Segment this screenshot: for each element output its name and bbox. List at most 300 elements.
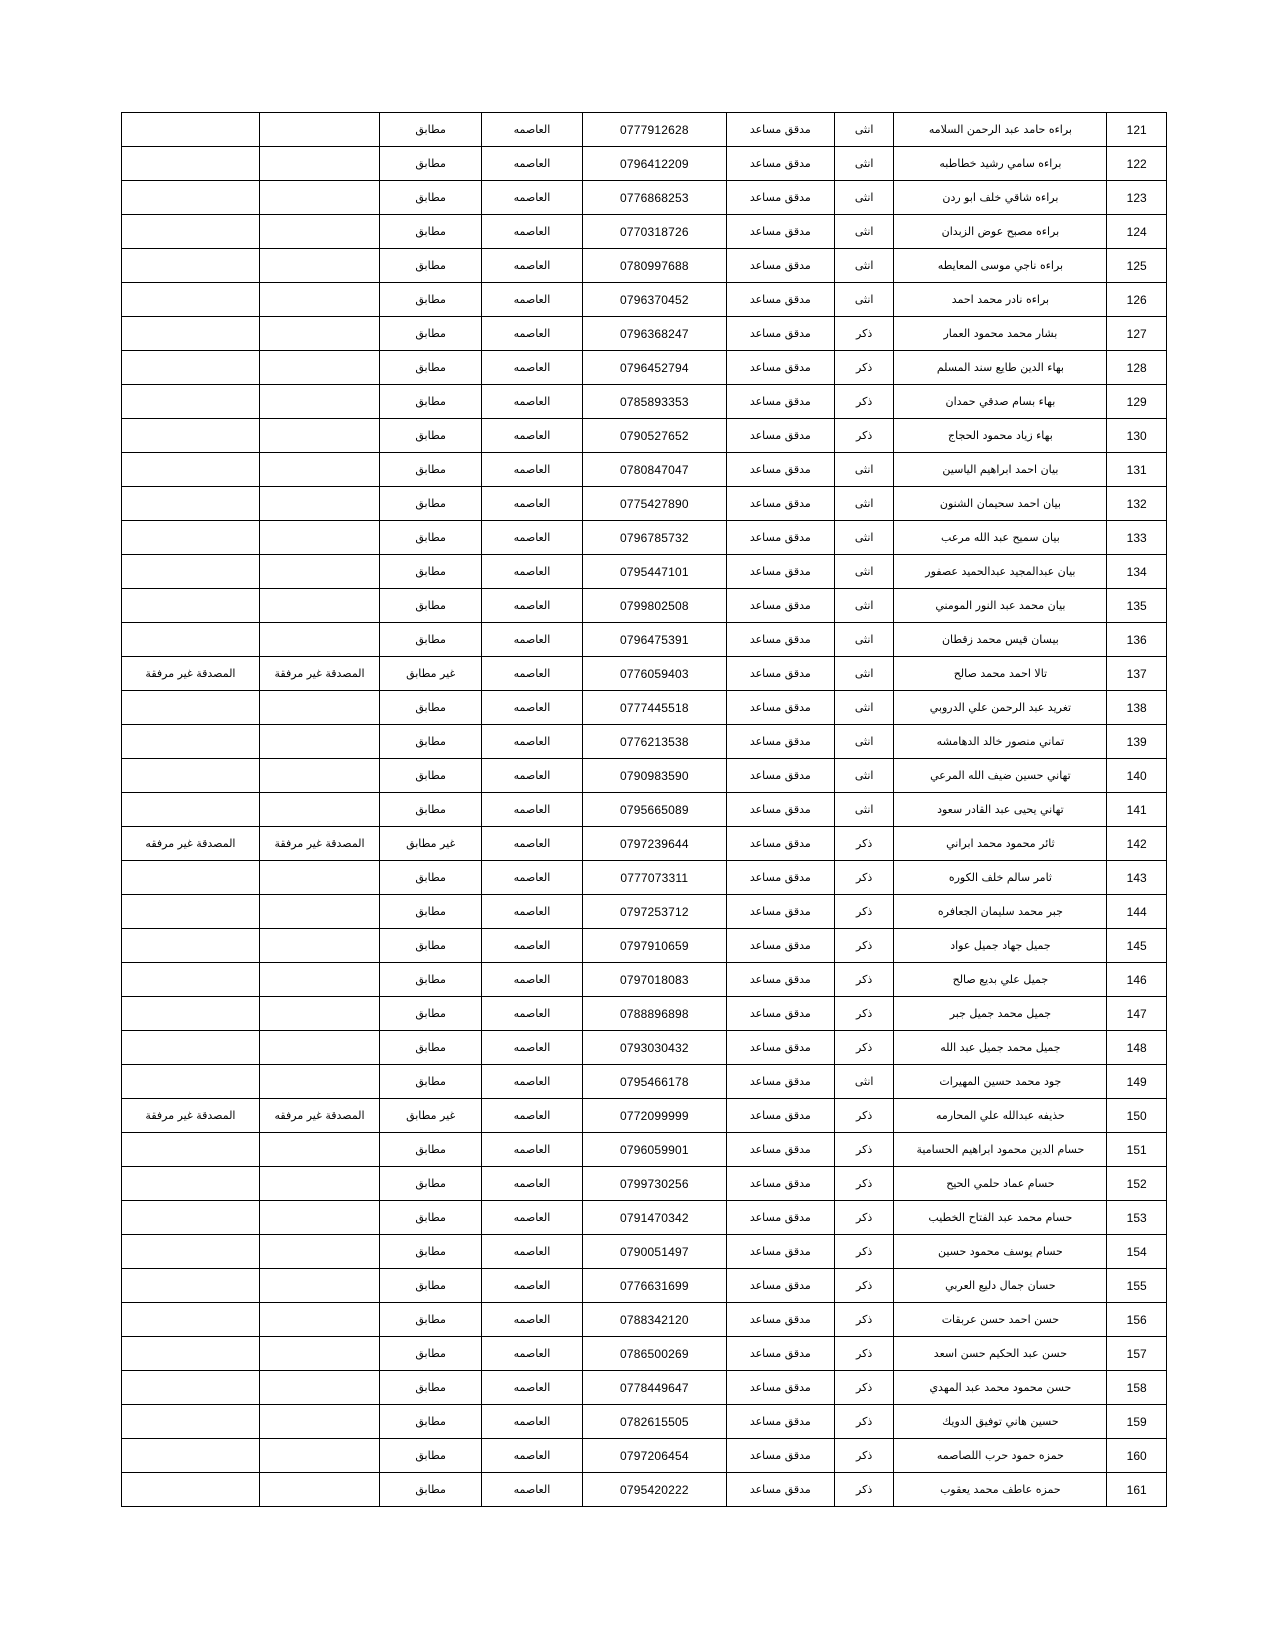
row-number-cell: 121 bbox=[1107, 113, 1167, 147]
region-cell: العاصمه bbox=[482, 1439, 583, 1473]
gender-cell: انثى bbox=[834, 759, 894, 793]
applicant-name-cell: براءه حامد عبد الرحمن السلامه bbox=[894, 113, 1107, 147]
row-number-cell: 144 bbox=[1107, 895, 1167, 929]
table-row bbox=[122, 1439, 1167, 1473]
note-1-cell bbox=[259, 1167, 379, 1201]
gender-cell: ذكر bbox=[834, 827, 894, 861]
phone-number-cell: 0796785732 bbox=[582, 521, 726, 555]
match-status-cell: مطابق bbox=[380, 793, 482, 827]
table-row bbox=[122, 725, 1167, 759]
region-cell: العاصمه bbox=[482, 249, 583, 283]
applicant-name-cell: بهاء زياد محمود الحجاج bbox=[894, 419, 1107, 453]
phone-number-cell: 0795447101 bbox=[582, 555, 726, 589]
phone-number-cell: 0796475391 bbox=[582, 623, 726, 657]
table-row bbox=[122, 861, 1167, 895]
note-1-cell bbox=[259, 691, 379, 725]
region-cell: العاصمه bbox=[482, 1031, 583, 1065]
note-1-cell bbox=[259, 623, 379, 657]
job-title-cell: مدقق مساعد bbox=[726, 113, 834, 147]
row-number-cell: 127 bbox=[1107, 317, 1167, 351]
gender-cell: انثى bbox=[834, 657, 894, 691]
applicant-name-cell: جبر محمد سليمان الجعافره bbox=[894, 895, 1107, 929]
note-2-cell bbox=[122, 691, 260, 725]
match-status-cell: مطابق bbox=[380, 1201, 482, 1235]
row-number-cell: 123 bbox=[1107, 181, 1167, 215]
row-number-cell: 136 bbox=[1107, 623, 1167, 657]
applicant-name-cell: حسام يوسف محمود حسين bbox=[894, 1235, 1107, 1269]
match-status-cell: مطابق bbox=[380, 317, 482, 351]
region-cell: العاصمه bbox=[482, 385, 583, 419]
row-number-cell: 139 bbox=[1107, 725, 1167, 759]
note-1-cell bbox=[259, 215, 379, 249]
note-1-cell bbox=[259, 453, 379, 487]
gender-cell: ذكر bbox=[834, 1269, 894, 1303]
table-row bbox=[122, 1371, 1167, 1405]
table-row bbox=[122, 691, 1167, 725]
gender-cell: ذكر bbox=[834, 895, 894, 929]
note-1-cell bbox=[259, 861, 379, 895]
row-number-cell: 135 bbox=[1107, 589, 1167, 623]
applicant-name-cell: بهاء الدين طايع سند المسلم bbox=[894, 351, 1107, 385]
phone-number-cell: 0777445518 bbox=[582, 691, 726, 725]
applicant-name-cell: حسين هاني توفيق الدويك bbox=[894, 1405, 1107, 1439]
row-number-cell: 141 bbox=[1107, 793, 1167, 827]
applicant-name-cell: براءه ناجي موسى المعايطه bbox=[894, 249, 1107, 283]
table-row bbox=[122, 1065, 1167, 1099]
applicant-name-cell: بيان احمد سحيمان الشنون bbox=[894, 487, 1107, 521]
note-2-cell bbox=[122, 1065, 260, 1099]
applicant-name-cell: ثامر سالم خلف الكوره bbox=[894, 861, 1107, 895]
phone-number-cell: 0795665089 bbox=[582, 793, 726, 827]
note-2-cell bbox=[122, 589, 260, 623]
region-cell: العاصمه bbox=[482, 419, 583, 453]
note-1-cell bbox=[259, 555, 379, 589]
applicant-name-cell: بيسان قيس محمد زقطان bbox=[894, 623, 1107, 657]
region-cell: العاصمه bbox=[482, 1133, 583, 1167]
applicant-name-cell: تغريد عبد الرحمن علي الدروبي bbox=[894, 691, 1107, 725]
row-number-cell: 130 bbox=[1107, 419, 1167, 453]
gender-cell: انثى bbox=[834, 113, 894, 147]
match-status-cell: مطابق bbox=[380, 215, 482, 249]
region-cell: العاصمه bbox=[482, 453, 583, 487]
job-title-cell: مدقق مساعد bbox=[726, 963, 834, 997]
note-1-cell: المصدقة غير مرفقه bbox=[259, 1099, 379, 1133]
region-cell: العاصمه bbox=[482, 215, 583, 249]
job-title-cell: مدقق مساعد bbox=[726, 623, 834, 657]
region-cell: العاصمه bbox=[482, 929, 583, 963]
gender-cell: ذكر bbox=[834, 1031, 894, 1065]
applicant-name-cell: بيان محمد عبد النور المومني bbox=[894, 589, 1107, 623]
note-1-cell bbox=[259, 113, 379, 147]
job-title-cell: مدقق مساعد bbox=[726, 861, 834, 895]
note-1-cell: المصدقة غير مرفقة bbox=[259, 827, 379, 861]
job-title-cell: مدقق مساعد bbox=[726, 895, 834, 929]
gender-cell: ذكر bbox=[834, 317, 894, 351]
region-cell: العاصمه bbox=[482, 1065, 583, 1099]
applicant-name-cell: حسام عماد حلمي الحيح bbox=[894, 1167, 1107, 1201]
applicants-table bbox=[121, 112, 1167, 1507]
match-status-cell: مطابق bbox=[380, 963, 482, 997]
phone-number-cell: 0776868253 bbox=[582, 181, 726, 215]
gender-cell: ذكر bbox=[834, 1303, 894, 1337]
table-row bbox=[122, 929, 1167, 963]
gender-cell: ذكر bbox=[834, 419, 894, 453]
note-2-cell bbox=[122, 419, 260, 453]
match-status-cell: مطابق bbox=[380, 1439, 482, 1473]
row-number-cell: 125 bbox=[1107, 249, 1167, 283]
match-status-cell: مطابق bbox=[380, 895, 482, 929]
phone-number-cell: 0778449647 bbox=[582, 1371, 726, 1405]
row-number-cell: 137 bbox=[1107, 657, 1167, 691]
table-row bbox=[122, 1269, 1167, 1303]
job-title-cell: مدقق مساعد bbox=[726, 1133, 834, 1167]
note-1-cell bbox=[259, 725, 379, 759]
note-1-cell bbox=[259, 929, 379, 963]
match-status-cell: مطابق bbox=[380, 113, 482, 147]
applicant-name-cell: براءه نادر محمد احمد bbox=[894, 283, 1107, 317]
note-2-cell bbox=[122, 759, 260, 793]
phone-number-cell: 0795466178 bbox=[582, 1065, 726, 1099]
job-title-cell: مدقق مساعد bbox=[726, 759, 834, 793]
applicant-name-cell: بشار محمد محمود العمار bbox=[894, 317, 1107, 351]
gender-cell: ذكر bbox=[834, 1235, 894, 1269]
table-row bbox=[122, 997, 1167, 1031]
applicant-name-cell: حسام محمد عبد الفتاح الخطيب bbox=[894, 1201, 1107, 1235]
note-2-cell bbox=[122, 1201, 260, 1235]
applicant-name-cell: براءه سامي رشيد خطاطبه bbox=[894, 147, 1107, 181]
phone-number-cell: 0795420222 bbox=[582, 1473, 726, 1507]
phone-number-cell: 0777073311 bbox=[582, 861, 726, 895]
gender-cell: ذكر bbox=[834, 1405, 894, 1439]
region-cell: العاصمه bbox=[482, 351, 583, 385]
row-number-cell: 122 bbox=[1107, 147, 1167, 181]
table-row bbox=[122, 1473, 1167, 1507]
note-2-cell bbox=[122, 1371, 260, 1405]
applicant-name-cell: تماني منصور خالد الدهامشه bbox=[894, 725, 1107, 759]
row-number-cell: 157 bbox=[1107, 1337, 1167, 1371]
gender-cell: ذكر bbox=[834, 385, 894, 419]
match-status-cell: مطابق bbox=[380, 861, 482, 895]
gender-cell: انثى bbox=[834, 793, 894, 827]
match-status-cell: مطابق bbox=[380, 385, 482, 419]
note-2-cell bbox=[122, 1133, 260, 1167]
gender-cell: انثى bbox=[834, 453, 894, 487]
job-title-cell: مدقق مساعد bbox=[726, 1473, 834, 1507]
note-2-cell bbox=[122, 1235, 260, 1269]
table-row bbox=[122, 963, 1167, 997]
phone-number-cell: 0782615505 bbox=[582, 1405, 726, 1439]
job-title-cell: مدقق مساعد bbox=[726, 215, 834, 249]
row-number-cell: 150 bbox=[1107, 1099, 1167, 1133]
gender-cell: ذكر bbox=[834, 963, 894, 997]
applicant-name-cell: تهاني حسين ضيف الله المرعي bbox=[894, 759, 1107, 793]
row-number-cell: 147 bbox=[1107, 997, 1167, 1031]
region-cell: العاصمه bbox=[482, 1201, 583, 1235]
phone-number-cell: 0788342120 bbox=[582, 1303, 726, 1337]
row-number-cell: 145 bbox=[1107, 929, 1167, 963]
phone-number-cell: 0790051497 bbox=[582, 1235, 726, 1269]
phone-number-cell: 0780997688 bbox=[582, 249, 726, 283]
note-2-cell bbox=[122, 1337, 260, 1371]
table-row bbox=[122, 759, 1167, 793]
row-number-cell: 151 bbox=[1107, 1133, 1167, 1167]
region-cell: العاصمه bbox=[482, 1269, 583, 1303]
table-row bbox=[122, 1337, 1167, 1371]
note-1-cell bbox=[259, 1235, 379, 1269]
table-row bbox=[122, 419, 1167, 453]
match-status-cell: غير مطابق bbox=[380, 657, 482, 691]
job-title-cell: مدقق مساعد bbox=[726, 1201, 834, 1235]
gender-cell: انثى bbox=[834, 623, 894, 657]
applicant-name-cell: بهاء بسام صدقي حمدان bbox=[894, 385, 1107, 419]
gender-cell: انثى bbox=[834, 691, 894, 725]
match-status-cell: مطابق bbox=[380, 453, 482, 487]
table-row bbox=[122, 555, 1167, 589]
note-2-cell bbox=[122, 147, 260, 181]
region-cell: العاصمه bbox=[482, 827, 583, 861]
row-number-cell: 152 bbox=[1107, 1167, 1167, 1201]
phone-number-cell: 0797253712 bbox=[582, 895, 726, 929]
note-1-cell: المصدقة غير مرفقة bbox=[259, 657, 379, 691]
note-2-cell bbox=[122, 521, 260, 555]
match-status-cell: مطابق bbox=[380, 589, 482, 623]
note-1-cell bbox=[259, 1473, 379, 1507]
phone-number-cell: 0796452794 bbox=[582, 351, 726, 385]
match-status-cell: مطابق bbox=[380, 283, 482, 317]
match-status-cell: مطابق bbox=[380, 997, 482, 1031]
note-2-cell bbox=[122, 1473, 260, 1507]
gender-cell: انثى bbox=[834, 283, 894, 317]
match-status-cell: مطابق bbox=[380, 1269, 482, 1303]
job-title-cell: مدقق مساعد bbox=[726, 691, 834, 725]
applicant-name-cell: حسن احمد حسن عربقات bbox=[894, 1303, 1107, 1337]
gender-cell: ذكر bbox=[834, 929, 894, 963]
note-2-cell bbox=[122, 895, 260, 929]
match-status-cell: مطابق bbox=[380, 147, 482, 181]
applicant-name-cell: حمزه حمود حرب اللصاصمه bbox=[894, 1439, 1107, 1473]
match-status-cell: مطابق bbox=[380, 623, 482, 657]
table-row bbox=[122, 385, 1167, 419]
note-2-cell bbox=[122, 997, 260, 1031]
region-cell: العاصمه bbox=[482, 1167, 583, 1201]
region-cell: العاصمه bbox=[482, 861, 583, 895]
region-cell: العاصمه bbox=[482, 759, 583, 793]
region-cell: العاصمه bbox=[482, 181, 583, 215]
gender-cell: انثى bbox=[834, 215, 894, 249]
note-1-cell bbox=[259, 521, 379, 555]
applicant-name-cell: جميل محمد جميل عبد الله bbox=[894, 1031, 1107, 1065]
note-1-cell bbox=[259, 1371, 379, 1405]
region-cell: العاصمه bbox=[482, 793, 583, 827]
applicant-name-cell: ثائر محمود محمد ابراني bbox=[894, 827, 1107, 861]
row-number-cell: 126 bbox=[1107, 283, 1167, 317]
table-row bbox=[122, 521, 1167, 555]
note-2-cell bbox=[122, 963, 260, 997]
table-row bbox=[122, 249, 1167, 283]
phone-number-cell: 0797239644 bbox=[582, 827, 726, 861]
phone-number-cell: 0790527652 bbox=[582, 419, 726, 453]
note-2-cell bbox=[122, 453, 260, 487]
note-2-cell bbox=[122, 555, 260, 589]
note-2-cell bbox=[122, 1031, 260, 1065]
gender-cell: انثى bbox=[834, 1065, 894, 1099]
gender-cell: انثى bbox=[834, 181, 894, 215]
match-status-cell: مطابق bbox=[380, 929, 482, 963]
match-status-cell: غير مطابق bbox=[380, 1099, 482, 1133]
row-number-cell: 160 bbox=[1107, 1439, 1167, 1473]
row-number-cell: 154 bbox=[1107, 1235, 1167, 1269]
table-row bbox=[122, 1405, 1167, 1439]
gender-cell: ذكر bbox=[834, 1439, 894, 1473]
note-1-cell bbox=[259, 589, 379, 623]
note-1-cell bbox=[259, 1065, 379, 1099]
table-row bbox=[122, 895, 1167, 929]
row-number-cell: 156 bbox=[1107, 1303, 1167, 1337]
region-cell: العاصمه bbox=[482, 725, 583, 759]
table-row bbox=[122, 1167, 1167, 1201]
gender-cell: انثى bbox=[834, 725, 894, 759]
gender-cell: انثى bbox=[834, 589, 894, 623]
table-row bbox=[122, 657, 1167, 691]
note-2-cell bbox=[122, 113, 260, 147]
job-title-cell: مدقق مساعد bbox=[726, 1439, 834, 1473]
region-cell: العاصمه bbox=[482, 1337, 583, 1371]
applicant-name-cell: جود محمد حسين المهيرات bbox=[894, 1065, 1107, 1099]
note-2-cell bbox=[122, 1167, 260, 1201]
phone-number-cell: 0796368247 bbox=[582, 317, 726, 351]
match-status-cell: مطابق bbox=[380, 1167, 482, 1201]
job-title-cell: مدقق مساعد bbox=[726, 1303, 834, 1337]
table-body bbox=[122, 113, 1167, 1507]
phone-number-cell: 0776631699 bbox=[582, 1269, 726, 1303]
region-cell: العاصمه bbox=[482, 317, 583, 351]
match-status-cell: مطابق bbox=[380, 759, 482, 793]
phone-number-cell: 0785893353 bbox=[582, 385, 726, 419]
table-row bbox=[122, 317, 1167, 351]
table-row bbox=[122, 1235, 1167, 1269]
applicant-name-cell: تهاني يحيى عبد القادر سعود bbox=[894, 793, 1107, 827]
gender-cell: انثى bbox=[834, 521, 894, 555]
phone-number-cell: 0791470342 bbox=[582, 1201, 726, 1235]
match-status-cell: مطابق bbox=[380, 1235, 482, 1269]
gender-cell: ذكر bbox=[834, 1201, 894, 1235]
note-1-cell bbox=[259, 419, 379, 453]
note-2-cell bbox=[122, 1405, 260, 1439]
row-number-cell: 155 bbox=[1107, 1269, 1167, 1303]
applicant-name-cell: بيان سميح عبد الله مرعب bbox=[894, 521, 1107, 555]
region-cell: العاصمه bbox=[482, 147, 583, 181]
note-1-cell bbox=[259, 963, 379, 997]
row-number-cell: 133 bbox=[1107, 521, 1167, 555]
note-2-cell: المصدقة غير مرفقة bbox=[122, 657, 260, 691]
table-row bbox=[122, 793, 1167, 827]
job-title-cell: مدقق مساعد bbox=[726, 827, 834, 861]
table-row bbox=[122, 827, 1167, 861]
note-1-cell bbox=[259, 1031, 379, 1065]
job-title-cell: مدقق مساعد bbox=[726, 351, 834, 385]
note-1-cell bbox=[259, 249, 379, 283]
phone-number-cell: 0797018083 bbox=[582, 963, 726, 997]
job-title-cell: مدقق مساعد bbox=[726, 283, 834, 317]
table-row bbox=[122, 1201, 1167, 1235]
note-2-cell bbox=[122, 351, 260, 385]
note-2-cell bbox=[122, 725, 260, 759]
region-cell: العاصمه bbox=[482, 657, 583, 691]
job-title-cell: مدقق مساعد bbox=[726, 725, 834, 759]
job-title-cell: مدقق مساعد bbox=[726, 555, 834, 589]
applicant-name-cell: حسام الدين محمود ابراهيم الحسامية bbox=[894, 1133, 1107, 1167]
note-1-cell bbox=[259, 1269, 379, 1303]
gender-cell: انثى bbox=[834, 487, 894, 521]
applicant-name-cell: جميل علي بديع صالح bbox=[894, 963, 1107, 997]
note-2-cell: المصدقة غير مرفقة bbox=[122, 1099, 260, 1133]
gender-cell: انثى bbox=[834, 249, 894, 283]
match-status-cell: مطابق bbox=[380, 487, 482, 521]
applicant-name-cell: بيان احمد ابراهيم الياسين bbox=[894, 453, 1107, 487]
note-1-cell bbox=[259, 351, 379, 385]
note-1-cell bbox=[259, 1303, 379, 1337]
job-title-cell: مدقق مساعد bbox=[726, 1031, 834, 1065]
region-cell: العاصمه bbox=[482, 997, 583, 1031]
table-row bbox=[122, 1099, 1167, 1133]
phone-number-cell: 0770318726 bbox=[582, 215, 726, 249]
job-title-cell: مدقق مساعد bbox=[726, 793, 834, 827]
match-status-cell: غير مطابق bbox=[380, 827, 482, 861]
note-2-cell bbox=[122, 861, 260, 895]
region-cell: العاصمه bbox=[482, 1303, 583, 1337]
gender-cell: ذكر bbox=[834, 1133, 894, 1167]
table-row bbox=[122, 283, 1167, 317]
note-1-cell bbox=[259, 487, 379, 521]
note-2-cell bbox=[122, 1439, 260, 1473]
table-row bbox=[122, 351, 1167, 385]
table-row bbox=[122, 147, 1167, 181]
region-cell: العاصمه bbox=[482, 555, 583, 589]
match-status-cell: مطابق bbox=[380, 725, 482, 759]
applicant-name-cell: تالا احمد محمد صالح bbox=[894, 657, 1107, 691]
phone-number-cell: 0796412209 bbox=[582, 147, 726, 181]
applicant-name-cell: براءه شاقي خلف ابو ردن bbox=[894, 181, 1107, 215]
row-number-cell: 128 bbox=[1107, 351, 1167, 385]
job-title-cell: مدقق مساعد bbox=[726, 181, 834, 215]
row-number-cell: 131 bbox=[1107, 453, 1167, 487]
applicant-name-cell: حسان جمال دليع العربي bbox=[894, 1269, 1107, 1303]
job-title-cell: مدقق مساعد bbox=[726, 1371, 834, 1405]
phone-number-cell: 0788896898 bbox=[582, 997, 726, 1031]
row-number-cell: 142 bbox=[1107, 827, 1167, 861]
table-row bbox=[122, 1031, 1167, 1065]
note-2-cell bbox=[122, 793, 260, 827]
note-1-cell bbox=[259, 317, 379, 351]
phone-number-cell: 0775427890 bbox=[582, 487, 726, 521]
note-2-cell bbox=[122, 623, 260, 657]
note-2-cell bbox=[122, 385, 260, 419]
table-row bbox=[122, 453, 1167, 487]
note-1-cell bbox=[259, 793, 379, 827]
match-status-cell: مطابق bbox=[380, 351, 482, 385]
phone-number-cell: 0796059901 bbox=[582, 1133, 726, 1167]
row-number-cell: 148 bbox=[1107, 1031, 1167, 1065]
row-number-cell: 124 bbox=[1107, 215, 1167, 249]
note-2-cell bbox=[122, 929, 260, 963]
job-title-cell: مدقق مساعد bbox=[726, 657, 834, 691]
job-title-cell: مدقق مساعد bbox=[726, 249, 834, 283]
match-status-cell: مطابق bbox=[380, 181, 482, 215]
row-number-cell: 158 bbox=[1107, 1371, 1167, 1405]
job-title-cell: مدقق مساعد bbox=[726, 1405, 834, 1439]
note-1-cell bbox=[259, 1201, 379, 1235]
match-status-cell: مطابق bbox=[380, 1405, 482, 1439]
